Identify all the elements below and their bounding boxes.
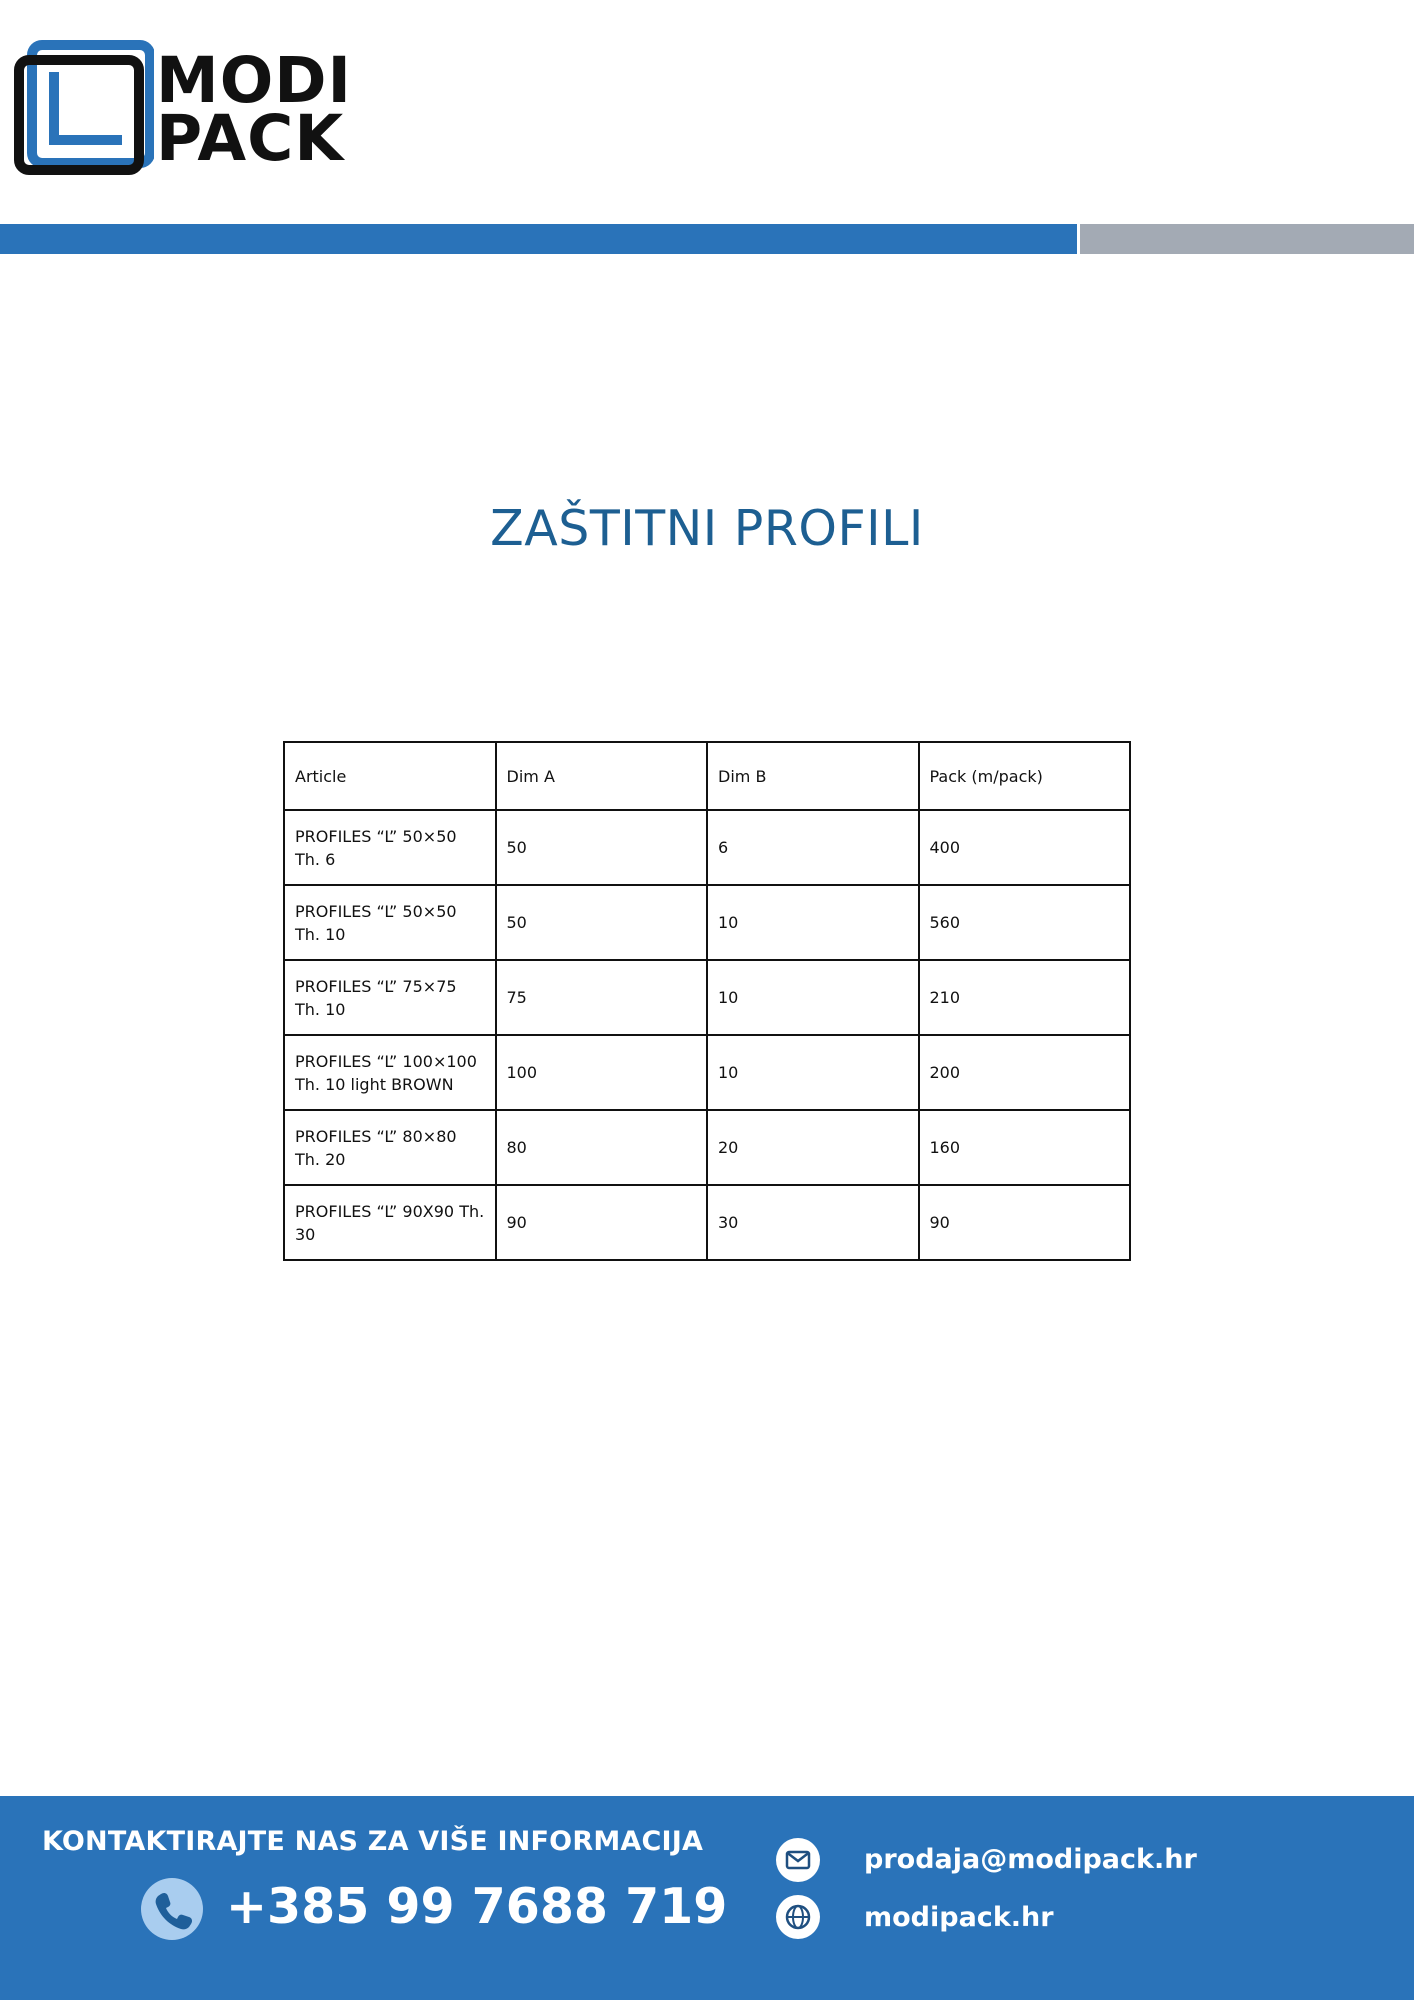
cell-article: PROFILES “L” 100×100 Th. 10 light BROWN [284, 1035, 496, 1110]
cell-dim-a: 80 [496, 1110, 708, 1185]
logo [14, 40, 384, 180]
column-header-dim-b: Dim B [707, 742, 919, 810]
cell-article: PROFILES “L” 50×50 Th. 10 [284, 885, 496, 960]
cell-pack: 560 [919, 885, 1131, 960]
footer [0, 1796, 1414, 2000]
cell-article: PROFILES “L” 75×75 Th. 10 [284, 960, 496, 1035]
cell-pack: 210 [919, 960, 1131, 1035]
cell-dim-b: 10 [707, 960, 919, 1035]
cell-dim-b: 10 [707, 885, 919, 960]
cell-dim-b: 6 [707, 810, 919, 885]
cell-dim-a: 90 [496, 1185, 708, 1260]
cell-dim-b: 20 [707, 1110, 919, 1185]
cell-article: PROFILES “L” 80×80 Th. 20 [284, 1110, 496, 1185]
cell-dim-a: 50 [496, 885, 708, 960]
profiles-table [283, 741, 1131, 1261]
page-title: ZAŠTITNI PROFILI [490, 500, 924, 557]
table-row [284, 960, 1130, 1035]
logo-wordmark [156, 44, 352, 175]
cell-dim-a: 75 [496, 960, 708, 1035]
table-row [284, 1110, 1130, 1185]
phone-number-link[interactable]: +385 99 7688 719 [226, 1878, 728, 1935]
cell-dim-b: 30 [707, 1185, 919, 1260]
footer-cta: KONTAKTIRAJTE NAS ZA VIŠE INFORMACIJA [42, 1826, 704, 1857]
phone-icon [141, 1878, 203, 1940]
cell-dim-a: 50 [496, 810, 708, 885]
logo-line-2: PACK [156, 102, 345, 175]
website-link[interactable]: modipack.hr [864, 1902, 1054, 1933]
table-row [284, 885, 1130, 960]
table-row [284, 1035, 1130, 1110]
cell-dim-a: 100 [496, 1035, 708, 1110]
header-bar-grey [1080, 224, 1414, 254]
mail-icon [776, 1838, 820, 1882]
cell-pack: 90 [919, 1185, 1131, 1260]
cell-pack: 160 [919, 1110, 1131, 1185]
cell-dim-b: 10 [707, 1035, 919, 1110]
table-header-row [284, 742, 1130, 810]
cell-pack: 200 [919, 1035, 1131, 1110]
cell-article: PROFILES “L” 90X90 Th. 30 [284, 1185, 496, 1260]
logo-mark-icon [14, 40, 154, 180]
email-link[interactable]: prodaja@modipack.hr [864, 1844, 1197, 1875]
cell-article: PROFILES “L” 50×50 Th. 6 [284, 810, 496, 885]
cell-pack: 400 [919, 810, 1131, 885]
header-bar-blue [0, 224, 1077, 254]
column-header-article: Article [284, 742, 496, 810]
table-row [284, 1185, 1130, 1260]
column-header-dim-a: Dim A [496, 742, 708, 810]
globe-icon [776, 1895, 820, 1939]
table-row [284, 810, 1130, 885]
column-header-pack: Pack (m/pack) [919, 742, 1131, 810]
logo-line-1: MODI [156, 44, 352, 117]
